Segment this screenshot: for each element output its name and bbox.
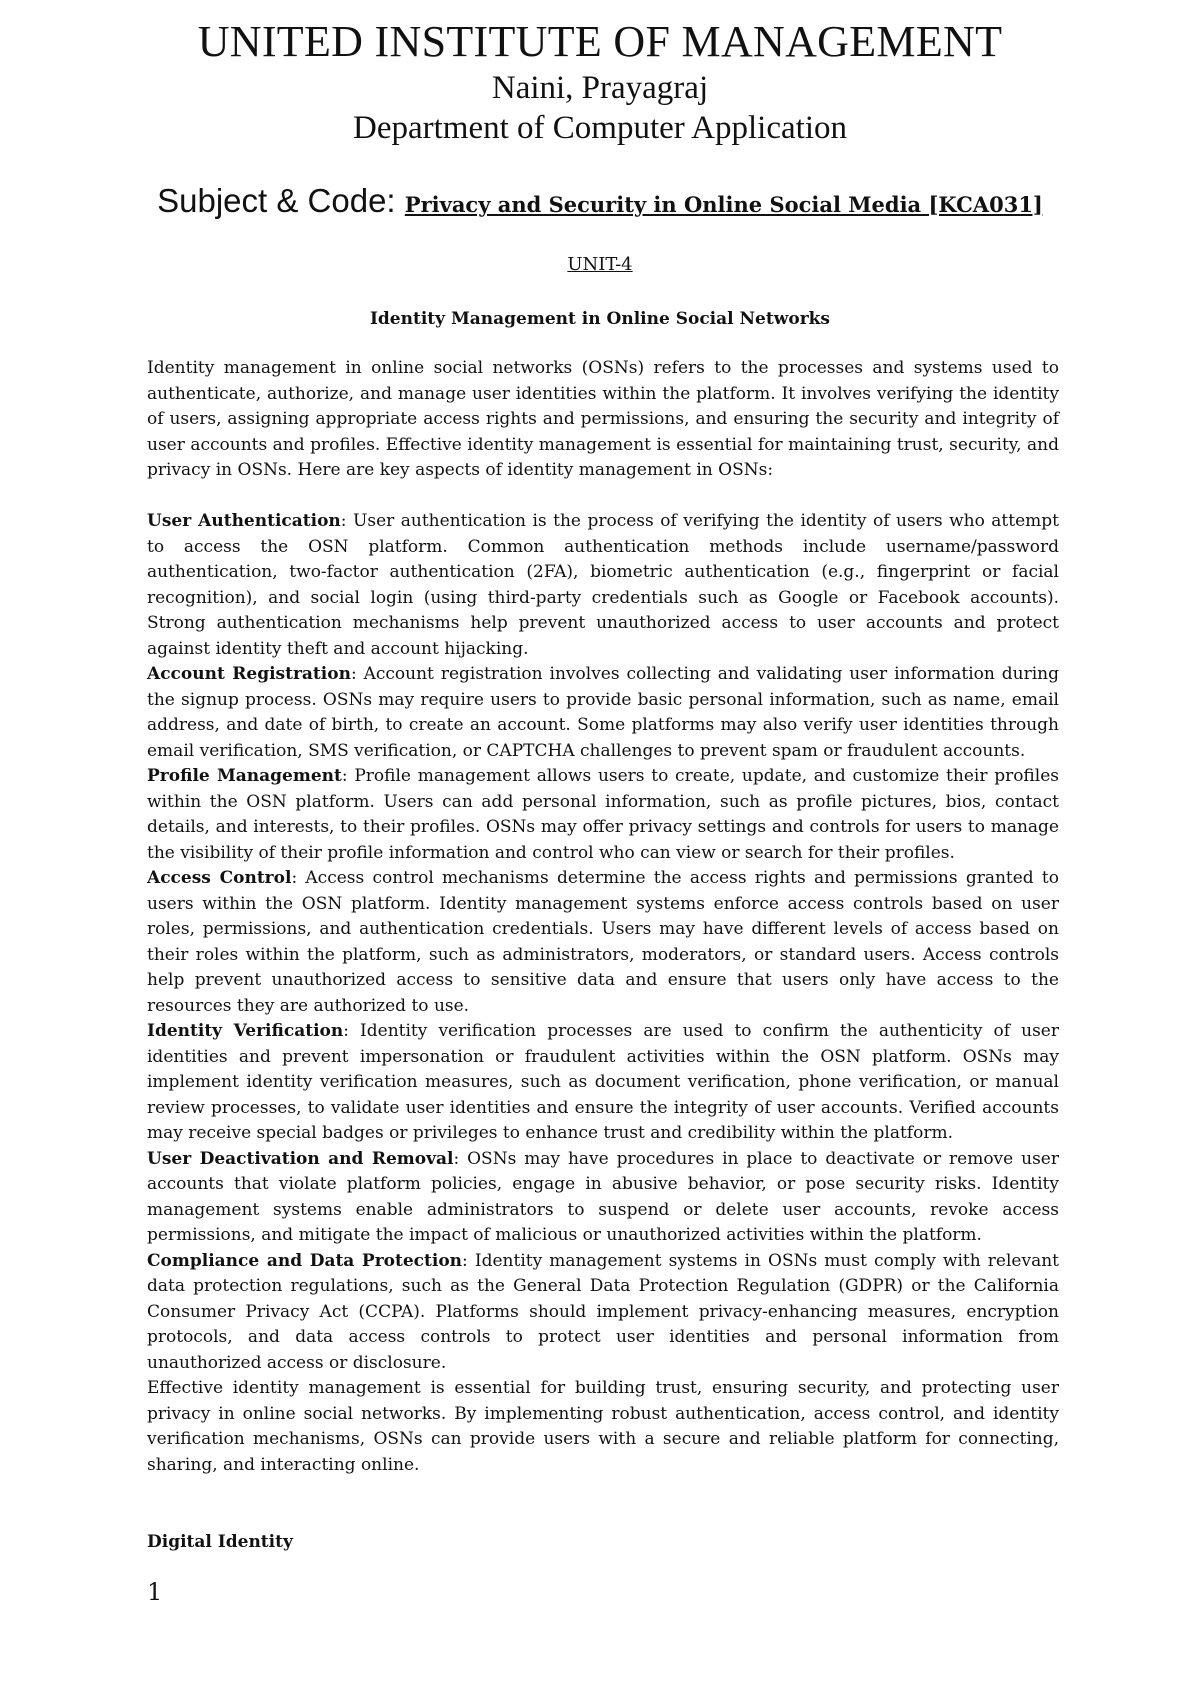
section-title: Identity Management in Online Social Networks bbox=[369, 309, 831, 329]
subject-line bbox=[0, 182, 1200, 221]
aspect-text: : Account registration involves collecting and validating user information during the signup process. OSNs may require users to provide basic personal information, such as name, email address, and date of birth, to create an account. Some platforms may also verify user identities through email verification, SMS verification, or CAPTCHA challenges to prevent spam or fraudulent accounts. bbox=[147, 664, 1060, 761]
aspect-text: : Identity management systems in OSNs must comply with relevant data protection regulations, such as the General Data Protection Regulation (GDPR) or the California Consumer Privacy Act (CCPA). Platforms should implement privacy-enhancing measures, encryption protocols, and data access controls to protect user identities and personal information from unauthorized access or disclosure. bbox=[147, 1250, 1059, 1373]
aspect-text: : Identity verification processes are used to confirm the authenticity of user identities and prevent impersonation or fraudulent activities within the OSN platform. OSNs may implement identity verification measures, such as document verification, phone verification, or manual review processes, to validate user identities and ensure the integrity of user accounts. Verified accounts may receive special badges or privileges to enhance trust and credibility within the platform. bbox=[147, 1021, 1059, 1143]
aspect-text: : OSNs may have procedures in place to deactivate or remove user accounts that violate platform policies, engage in abusive behavior, or pose security risks. Identity management systems enable administrators to suspend or delete user accounts, revoke access permissions, and mitigate the impact of malicious or unauthorized activities within the platform. bbox=[147, 1148, 1059, 1245]
institute-name: UNITED INSTITUTE OF MANAGEMENT bbox=[197, 17, 1003, 66]
unit-label: UNIT-4 bbox=[567, 254, 633, 275]
aspect-paragraph bbox=[147, 764, 1059, 866]
aspect-term: User Deactivation and Removal bbox=[147, 1148, 454, 1169]
aspect-text: : Access control mechanisms determine the access rights and permissions granted to users within the OSN platform. Identity management systems enforce access controls based on user roles, permissions, and authentication credentials. Users may have different levels of access based on their roles within the platform, such as administrators, moderators, or standard users. Access controls help prevent unauthorized access to sensitive data and ensure that users only have access to the resources they are authorized to use. bbox=[147, 868, 1059, 1016]
aspect-term: Compliance and Data Protection bbox=[147, 1250, 463, 1271]
aspect-text: : User authentication is the process of verifying the identity of users who attempt to access the OSN platform. Common authentication methods include username/password authentication, two-factor authentication (2FA), biometric authentication (e.g., fingerprint or facial recognition), and social login (using third-party credentials such as Google or Facebook accounts). Strong authentication mechanisms help prevent unauthorized access to user accounts and protect against identity theft and account hijacking. bbox=[147, 511, 1059, 659]
subject-title: Privacy and Security in Online Social Media [KCA031] bbox=[404, 192, 1043, 217]
aspect-term: Account Registration bbox=[147, 664, 351, 684]
conclusion-paragraph: Effective identity management is essential for building trust, ensuring security, and protecting user privacy in online social networks. By implementing robust authentication, access control, and identity verification mechanisms, OSNs can provide users with a secure and reliable platform for connecting, sharing, and interacting online. bbox=[147, 1378, 1059, 1475]
aspect-paragraph bbox=[147, 662, 1059, 764]
aspect-term: Access Control bbox=[147, 868, 292, 888]
subject-label: Subject & Code: bbox=[157, 182, 405, 219]
aspect-paragraph bbox=[147, 866, 1059, 1019]
institute-location: Naini, Prayagraj bbox=[491, 70, 709, 106]
page-number: 1 bbox=[147, 1578, 163, 1606]
aspect-paragraph bbox=[147, 509, 1059, 662]
aspect-term: Identity Verification bbox=[147, 1021, 344, 1041]
aspect-text: : Profile management allows users to create, update, and customize their profiles within the OSN platform. Users can add personal information, such as profile pictures, bios, contact details, and interests, to their profiles. OSNs may offer privacy settings and controls for users to manage the visibility of their profile information and control who can view or search for their profiles. bbox=[147, 766, 1059, 863]
aspect-term: Profile Management bbox=[147, 766, 342, 786]
aspect-paragraph bbox=[147, 1249, 1059, 1377]
intro-paragraph: Identity management in online social networks (OSNs) refers to the processes and systems used to authenticate, authorize, and manage user identities within the platform. It involves verifying the identity of users, assigning appropriate access rights and permissions, and ensuring the security and integrity of user accounts and profiles. Effective identity management is essential for maintaining trust, security, and privacy in OSNs. Here are key aspects of identity management in OSNs: bbox=[147, 358, 1059, 480]
digital-identity-heading: Digital Identity bbox=[147, 1532, 293, 1552]
aspect-paragraph bbox=[147, 1147, 1059, 1249]
aspect-paragraph bbox=[147, 1019, 1059, 1147]
department-name: Department of Computer Application bbox=[353, 110, 847, 146]
aspect-term: User Authentication bbox=[147, 511, 341, 531]
document-body bbox=[147, 356, 1059, 1478]
